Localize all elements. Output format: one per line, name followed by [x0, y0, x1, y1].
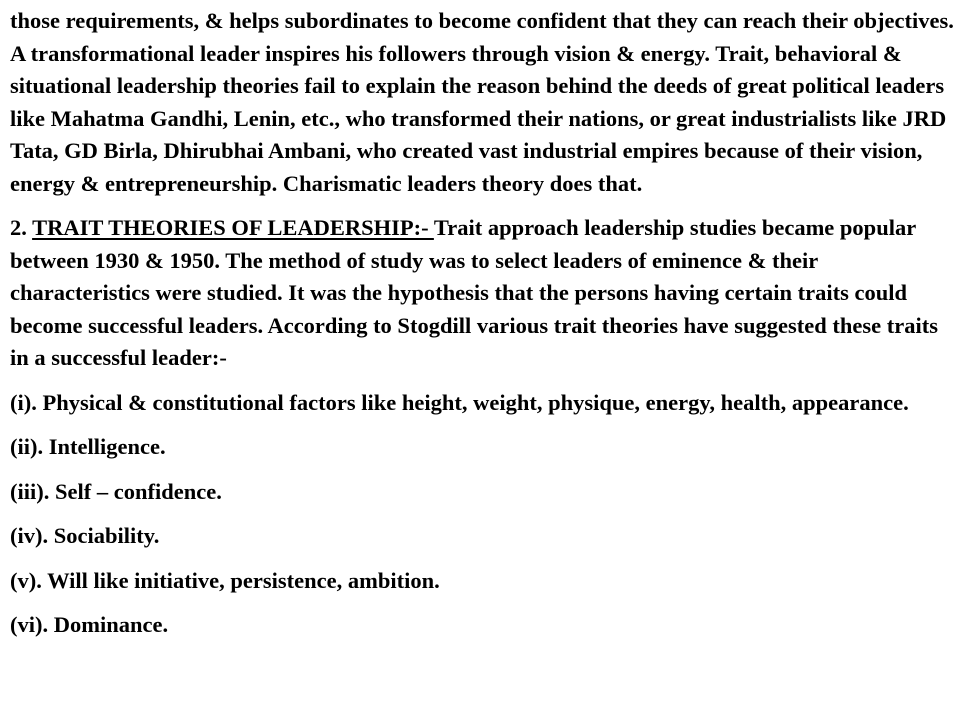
slide-content [10, 0, 955, 720]
section-heading: TRAIT THEORIES OF LEADERSHIP:- [32, 215, 434, 240]
trait-item-physical: (i). Physical & constitutional factors like height, weight, physique, energy, health, appearance. [10, 389, 909, 415]
trait-item-self-confidence: (iii). Self – confidence. [10, 478, 222, 504]
trait-item-intelligence: (ii). Intelligence. [10, 434, 166, 459]
section-number: 2. [10, 215, 33, 240]
intro-paragraph: those requirements, & helps subordinates to become confident that they can reach their objectives. A transformational leader inspires his followers through vision & energy. Trait, behavioral & situational leadership theories fail to explain the reason behind the deeds of great political leaders like Mahatma Gandhi, Lenin, etc., who transformed their nations, or great industrialists like JRD Tata, GD Birla, Dhirubhai Ambani, who created vast industrial empires because of their vision, energy & entrepreneurship. Charismatic leaders theory does that. [10, 8, 954, 196]
trait-item-sociability: (iv). Sociability. [10, 523, 160, 548]
section-body: Trait approach leadership studies became popular between 1930 & 1950. The method of study was to select leaders of eminence & their characteristics were studied. It was the hypothesis that the persons having certain traits could become successful leaders. According to Stogdill various trait theories have suggested these traits in a successful leader:- [10, 215, 939, 370]
trait-theories-paragraph [10, 212, 955, 375]
trait-item-will: (v). Will like initiative, persistence, ambition. [10, 567, 440, 593]
trait-item-dominance: (vi). Dominance. [10, 612, 169, 637]
